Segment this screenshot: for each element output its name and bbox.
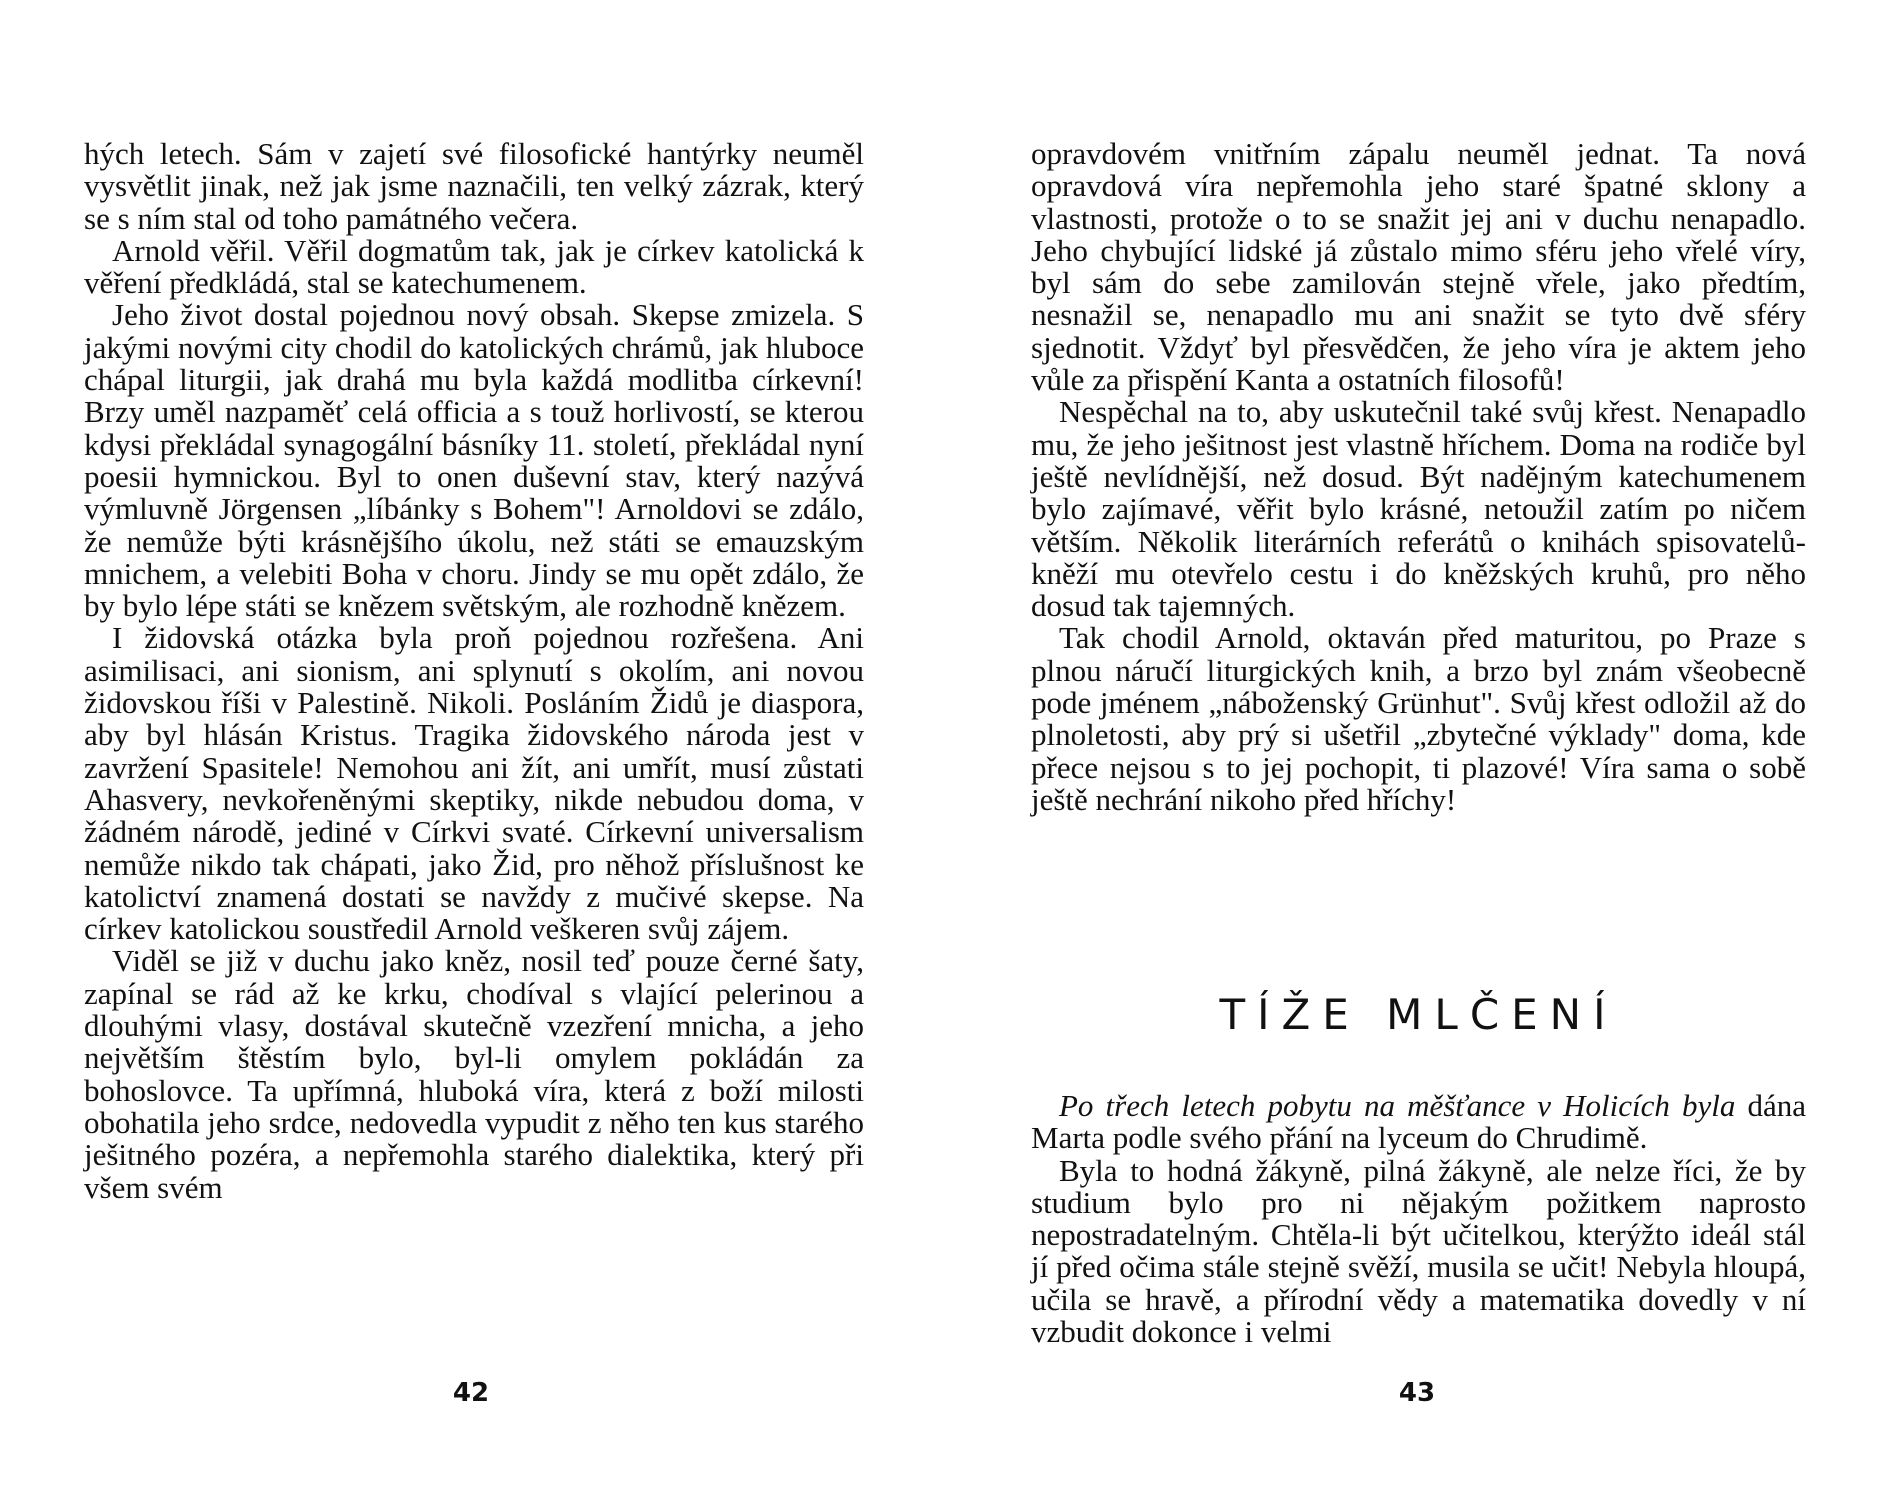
chapter-opening-paragraph [1031, 1090, 1806, 1155]
paragraph: Arnold věřil. Věřil dogmatům tak, jak je církev katolická k věření předkládá, stal se katechumenem. [84, 232, 864, 301]
paragraph: hých letech. Sám v zajetí své filosofické hantýrky neuměl vysvětlit jinak, než jak jsme naznačili, ten velký zázrak, který se s ním stal od toho památného večera. [84, 136, 864, 236]
left-text-column [84, 138, 864, 1204]
chapter-opening-rest: dána Marta podle svého přání na lyceum do Chrudimě. [1031, 1088, 1806, 1156]
paragraph: Nespěchal na to, aby uskutečnil také svůj křest. Nenapadlo mu, že jeho ješitnost jest vlastně hříchem. Doma na rodiče byl ještě nevlídnější, než dosud. Být nadějným katechumenem bylo zajímavé, věřit bylo krásné, netoužil zatím po ničem větším. Několik literárních referátů o knihách spisovatelů-kněží mu otevřelo cestu i do kněžských kruhů, pro něho dosud tak tajemných. [1031, 394, 1806, 624]
page-number: 42 [452, 1378, 490, 1408]
right-text-column [1031, 138, 1806, 816]
page-number: 43 [1398, 1378, 1436, 1408]
paragraph: Tak chodil Arnold, oktaván před maturitou, po Praze s plnou náručí liturgických knih, a brzo byl znám všeobecně pode jménem „náboženský Grünhut". Svůj křest odložil až do plnoletosti, aby prý si ušetřil „zbytečné výklady" doma, kde přece nejsou s to jej pochopit, ti plazové! Víra sama o sobě ještě nechrání nikoho před hříchy! [1031, 620, 1806, 817]
chapter-text-column [1031, 1090, 1806, 1348]
paragraph: Viděl se již v duchu jako kněz, nosil teď pouze černé šaty, zapínal se rád až ke krku, chodíval s vlající pelerinou a dlouhými vlasy, dostával skutečně vzezření mnicha, a jeho největším štěstím bylo, byl-li omylem pokládán za bohoslovce. Ta upřímná, hluboká víra, která z boží milosti obohatila jeho srdce, nedovedla vypudit z něho ten kus starého ješitného pozéra, a nepřemohla starého dialektika, který při všem svém [84, 943, 864, 1205]
right-page [941, 0, 1882, 1500]
paragraph: I židovská otázka byla proň pojednou rozřešena. Ani asimilisaci, ani sionism, ani splynutí s okolím, ani novou židovskou říši v Palestině. Nikoli. Posláním Židů je diaspora, aby byl hlásán Kristus. Tragika židovského národa jest v zavržení Spasitele! Nemohou ani žít, ani umřít, musí zůstati Ahasvery, nevkořeněnými skeptiky, nikde nebudou doma, v žádném národě, jediné v Církvi svaté. Církevní universalism nemůže nikdo tak chápati, jako Žid, pro něhož příslušnost ke katolictví znamená dostati se navždy z mučivé skepse. Na církev katolickou soustředil Arnold veškeren svůj zájem. [84, 620, 864, 947]
chapter-opening-italic: Po třech letech pobytu na měšťance v Holicích byla [1059, 1088, 1736, 1123]
paragraph: Byla to hodná žákyně, pilná žákyně, ale nelze říci, že by studium bylo pro ni nějakým požitkem naprosto nepostradatelným. Chtěla-li být učitelkou, kterýžto ideál stál jí před očima stále stejně svěží, musila se učit! Nebyla hloupá, učila se hravě, a přírodní vědy a matematika dovedly v ní vzbudit dokonce i velmi [1031, 1152, 1806, 1350]
chapter-title: TÍŽE MLČENÍ [1219, 990, 1618, 1039]
paragraph: Jeho život dostal pojednou nový obsah. Skepse zmizela. S jakými novými city chodil do katolických chrámů, jak hluboce chápal liturgii, jak drahá mu byla každá modlitba církevní! Brzy uměl nazpaměť celá officia a s touž horlivostí, se kterou kdysi překládal synagogální básníky 11. století, překládal nyní poesii hymnickou. Byl to onen duševní stav, který nazývá výmluvně Jörgensen „líbánky s Bohem"! Arnoldovi se zdálo, že nemůže býti krásnějšího úkolu, než státi se emauzským mnichem, a velebiti Boha v choru. Jindy se mu opět zdálo, že by bylo lépe státi se knězem světským, ale rozhodně knězem. [84, 297, 864, 624]
paragraph: opravdovém vnitřním zápalu neuměl jednat. Ta nová opravdová víra nepřemohla jeho staré špatné sklony a vlastnosti, protože o to se snažit jej ani v duchu nenapadlo. Jeho chybující lidské já zůstalo mimo sféru jeho vřelé víry, byl sám do sebe zamilován stejně vřele, jako předtím, nesnažil se, nenapadlo mu ani snažit se tyto dvě sféry sjednotit. Vždyť byl přesvědčen, že jeho víra je aktem jeho vůle za přispění Kanta a ostatních filosofů! [1031, 136, 1806, 398]
